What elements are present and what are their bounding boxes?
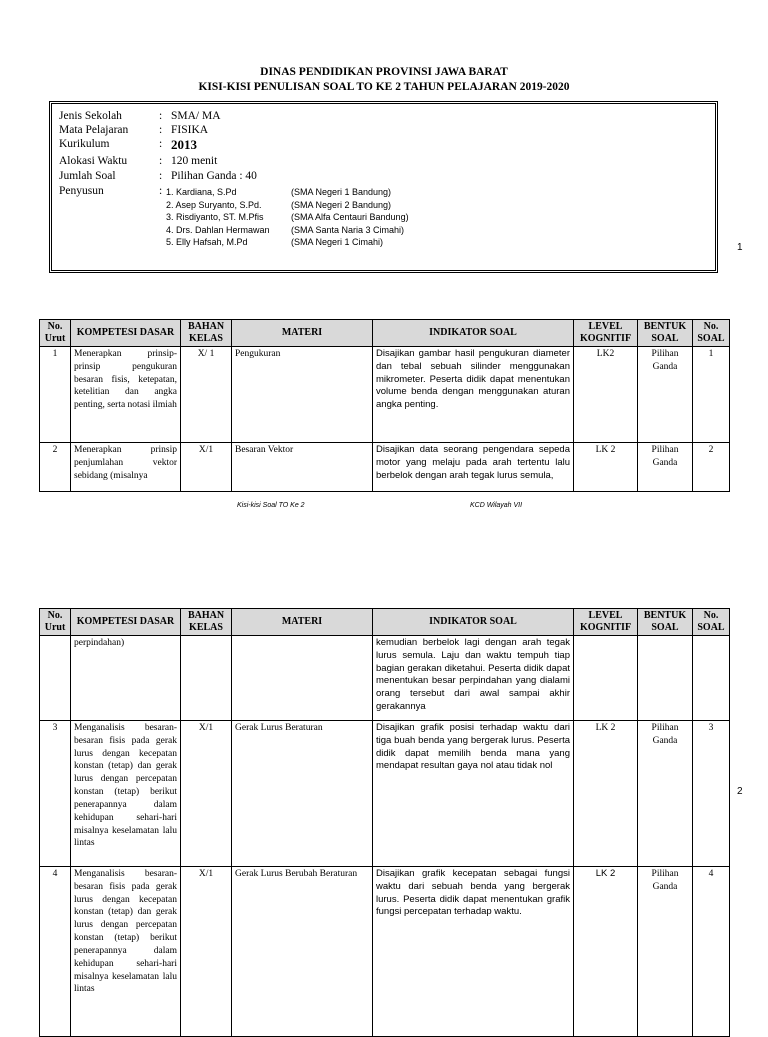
alokasi-waktu-value: 120 menit (171, 155, 218, 167)
cell-level: LK 2 (574, 867, 638, 1037)
cell-kelas: X/1 (181, 721, 232, 867)
cell-kompetensi: Menganalisis besaran-besaran fisis pada gerak lurus dengan kecepatan konstan (tetap) dan gerak lurus dengan percepatan konstan (tetap) berikut penerapannya dalam kehidupan sehari-hari misalnya keselamatan lalu lintas (71, 867, 181, 1037)
kurikulum-value: 2013 (171, 137, 197, 152)
footer-right: KCD Wilayah VII (470, 502, 523, 509)
member-name: 1. Kardiana, S.Pd (166, 187, 237, 197)
col-kompetensi: KOMPETESI DASAR (71, 609, 181, 636)
member-school: (SMA Santa Naria 3 Cimahi) (291, 225, 405, 235)
col-bahan-kelas: BAHAN KELAS (181, 609, 232, 636)
col-materi: MATERI (232, 320, 373, 347)
col-bahan-kelas: BAHAN KELAS (181, 320, 232, 347)
cell-no: 3 (40, 721, 71, 867)
cell-level: LK2 (574, 347, 638, 443)
cell-kelas (181, 636, 232, 721)
cell-kompetensi: Menganalisis besaran-besaran fisis pada gerak lurus dengan kecepatan konstan (tetap) dan gerak lurus dengan percepatan konstan (tetap) berikut penerapannya dalam kehidupan sehari-hari misalnya keselamatan lalu lintas (71, 721, 181, 867)
col-level: LEVEL KOGNITIF (574, 609, 638, 636)
cell-materi: Gerak Lurus Berubah Beraturan (232, 867, 373, 1037)
jenis-sekolah-value: SMA/ MA (171, 110, 221, 122)
cell-soal: 3 (693, 721, 730, 867)
cell-soal: 1 (693, 347, 730, 443)
col-indikator: INDIKATOR SOAL (373, 320, 574, 347)
jenis-sekolah-row: Jenis Sekolah : SMA/ MA (59, 110, 221, 122)
col-indikator: INDIKATOR SOAL (373, 609, 574, 636)
kurikulum-label: Kurikulum (59, 138, 110, 150)
cell-no (40, 636, 71, 721)
mata-pelajaran-value: FISIKA (171, 124, 209, 136)
penyusun-member (166, 200, 391, 210)
cell-no: 4 (40, 867, 71, 1037)
col-bentuk: BENTUK SOAL (638, 320, 693, 347)
penyusun-member (166, 225, 404, 235)
kisi-table-page2 (39, 608, 730, 1037)
jenis-sekolah-label: Jenis Sekolah (59, 110, 122, 122)
kisi-table-page1 (39, 319, 730, 492)
penyusun-member (166, 237, 383, 247)
col-bentuk: BENTUK SOAL (638, 609, 693, 636)
table-row (40, 443, 730, 492)
jumlah-soal-label: Jumlah Soal (59, 170, 116, 182)
doc-title-line2: KISI-KISI PENULISAN SOAL TO KE 2 TAHUN PELAJARAN 2019-2020 (198, 81, 570, 93)
identity-box (49, 101, 718, 273)
alokasi-waktu-label: Alokasi Waktu (59, 155, 128, 167)
cell-level: LK 2 (574, 443, 638, 492)
member-name: 3. Risdiyanto, ST. M.Pfis (166, 212, 264, 222)
alokasi-waktu-row: Alokasi Waktu : 120 menit (59, 155, 218, 167)
table-row (40, 867, 730, 1037)
table-row (40, 636, 730, 721)
cell-soal: 4 (693, 867, 730, 1037)
col-no-urut: No. Urut (40, 609, 71, 636)
cell-indikator: Disajikan gambar hasil pengukuran diameter dan tebal sebuah silinder menggunakan mikrometer. Peserta didik dapat menentukan volume benda dengan menggunakan aturan angka penting. (373, 347, 574, 443)
member-school: (SMA Negeri 1 Bandung) (291, 187, 392, 197)
col-no-urut: No. Urut (40, 320, 71, 347)
cell-materi (232, 636, 373, 721)
member-name: 4. Drs. Dahlan Hermawan (166, 225, 270, 235)
table-header-row (40, 320, 730, 347)
cell-indikator: kemudian berbelok lagi dengan arah tegak lurus semula. Laju dan waktu tempuh tiap bagian gerakan diketahui. Peserta didik dapat menentukan besar perpindahan yang dialami orang tersebut dari awal sampai akhir gerakannya (373, 636, 574, 721)
cell-indikator: Disajikan grafik posisi terhadap waktu dari tiga buah benda yang bergerak lurus. Peserta didik dapat memilih benda mana yang mendapat resultan gaya nol atau tidak nol (373, 721, 574, 867)
cell-materi: Besaran Vektor (232, 443, 373, 492)
table-row (40, 721, 730, 867)
penyusun-label: Penyusun (59, 185, 104, 197)
cell-bentuk (638, 636, 693, 721)
doc-title-line1: DINAS PENDIDIKAN PROVINSI JAWA BARAT (260, 66, 508, 78)
table-row (40, 347, 730, 443)
col-no-soal: No. SOAL (693, 320, 730, 347)
cell-bentuk: Pilihan Ganda (638, 347, 693, 443)
col-no-soal: No. SOAL (693, 609, 730, 636)
cell-bentuk: Pilihan Ganda (638, 443, 693, 492)
mata-pelajaran-label: Mata Pelajaran (59, 124, 129, 136)
jumlah-soal-value: Pilihan Ganda : 40 (171, 170, 257, 182)
cell-level: LK 2 (574, 721, 638, 867)
cell-level (574, 636, 638, 721)
cell-kompetensi: perpindahan) (71, 636, 181, 721)
cell-indikator: Disajikan grafik kecepatan sebagai fungsi waktu dari sebuah benda yang bergerak lurus. Peserta didik dapat menentukan grafik fungsi percepatan terhadap waktu. (373, 867, 574, 1037)
cell-kelas: X/1 (181, 443, 232, 492)
member-name: 2. Asep Suryanto, S.Pd. (166, 200, 262, 210)
cell-soal (693, 636, 730, 721)
col-level: LEVEL KOGNITIF (574, 320, 638, 347)
jumlah-soal-row: Jumlah Soal : Pilihan Ganda : 40 (59, 170, 257, 182)
kurikulum-row: Kurikulum : 2013 (59, 137, 197, 152)
cell-kelas: X/1 (181, 867, 232, 1037)
member-name: 5. Elly Hafsah, M.Pd (166, 237, 248, 247)
page-number: 1 (737, 242, 743, 253)
penyusun-member (166, 187, 391, 197)
cell-no: 2 (40, 443, 71, 492)
mata-pelajaran-row: Mata Pelajaran : FISIKA (59, 124, 209, 136)
page-number: 2 (737, 786, 743, 797)
member-school: (SMA Negeri 2 Bandung) (291, 200, 392, 210)
cell-materi: Pengukuran (232, 347, 373, 443)
table-header-row (40, 609, 730, 636)
member-school: (SMA Negeri 1 Cimahi) (291, 237, 384, 247)
cell-soal: 2 (693, 443, 730, 492)
cell-indikator: Disajikan data seorang pengendara sepeda motor yang melaju pada arah tertentu lalu berbelok dengan arah tegak lurus semula, (373, 443, 574, 492)
penyusun-row: Penyusun : (59, 185, 163, 197)
cell-kelas: X/ 1 (181, 347, 232, 443)
cell-materi: Gerak Lurus Beraturan (232, 721, 373, 867)
member-school: (SMA Alfa Centauri Bandung) (291, 212, 409, 222)
cell-bentuk: Pilihan Ganda (638, 867, 693, 1037)
cell-kompetensi: Menerapkan prinsip penjumlahan vektor sebidang (misalnya (71, 443, 181, 492)
col-kompetensi: KOMPETESI DASAR (71, 320, 181, 347)
footer-left: Kisi-kisi Soal TO Ke 2 (237, 502, 305, 509)
cell-no: 1 (40, 347, 71, 443)
col-materi: MATERI (232, 609, 373, 636)
penyusun-member (166, 212, 409, 222)
cell-bentuk: Pilihan Ganda (638, 721, 693, 867)
cell-kompetensi: Menerapkan prinsip-prinsip pengukuran besaran fisis, ketepatan, ketelitian dan angka penting, serta notasi ilmiah (71, 347, 181, 443)
